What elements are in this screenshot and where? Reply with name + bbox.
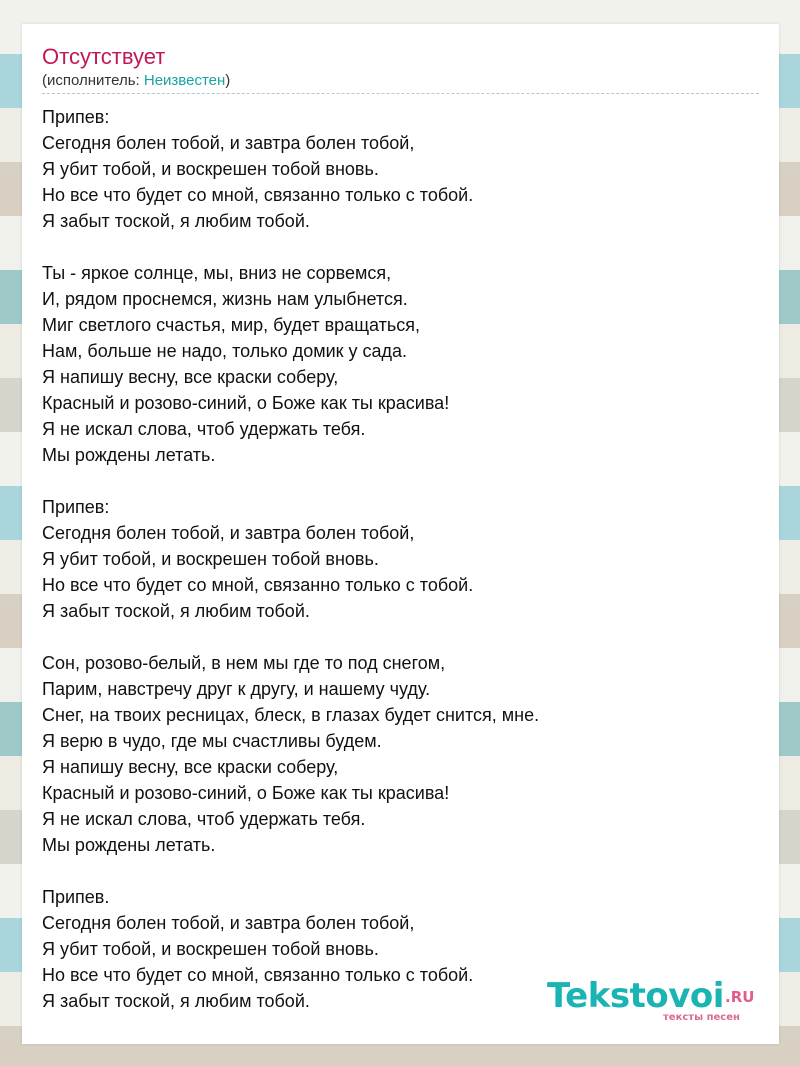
lyric-line: И, рядом проснемся, жизнь нам улыбнется. (42, 289, 408, 309)
lyrics-text (42, 104, 762, 1014)
lyric-line: Нам, больше не надо, только домик у сада. (42, 341, 408, 361)
lyric-line: Сегодня болен тобой, и завтра болен тобой, (42, 133, 415, 153)
artist-link[interactable]: Неизвестен (143, 72, 226, 89)
lyric-line: Я забыт тоской, я любим тобой. (42, 991, 310, 1011)
stanza-break (42, 624, 762, 650)
lyric-line: Я забыт тоской, я любим тобой. (42, 601, 310, 621)
artist-line (42, 72, 230, 90)
artist-suffix: ) (225, 72, 231, 89)
stanza-break (42, 468, 762, 494)
logo-tagline: тексты песен (663, 1012, 740, 1023)
artist-prefix: (исполнитель: (42, 72, 144, 89)
logo-name: Tekstovoi (547, 976, 724, 1016)
lyric-line: Красный и розово-синий, о Боже как ты красива! (42, 393, 450, 413)
lyric-line: Припев: (42, 497, 110, 517)
stanza-break (42, 234, 762, 260)
lyric-line: Мы рождены летать. (42, 835, 216, 855)
lyric-line: Сон, розово-белый, в нем мы где то под снегом, (42, 653, 446, 673)
header-divider (42, 93, 759, 94)
lyric-line: Я напишу весну, все краски соберу, (42, 757, 339, 777)
lyric-line: Но все что будет со мной, связанно только с тобой. (42, 965, 474, 985)
lyric-line: Я не искал слова, чтоб удержать тебя. (42, 809, 366, 829)
lyric-line: Я убит тобой, и воскрешен тобой вновь. (42, 159, 379, 179)
lyric-line: Сегодня болен тобой, и завтра болен тобой, (42, 913, 415, 933)
tekstovoi-logo[interactable] (547, 976, 777, 1028)
lyric-line: Припев: (42, 107, 110, 127)
lyric-line: Я забыт тоской, я любим тобой. (42, 211, 310, 231)
lyrics-card (22, 24, 779, 1044)
lyric-line: Миг светлого счастья, мир, будет вращаться, (42, 315, 420, 335)
lyric-line: Но все что будет со мной, связанно только с тобой. (42, 185, 474, 205)
lyric-line: Я верю в чудо, где мы счастливы будем. (42, 731, 382, 751)
lyric-line: Припев. (42, 887, 110, 907)
lyric-line: Парим, навстречу друг к другу, и нашему чуду. (42, 679, 431, 699)
lyric-line: Сегодня болен тобой, и завтра болен тобой, (42, 523, 415, 543)
stanza-break (42, 858, 762, 884)
lyric-line: Красный и розово-синий, о Боже как ты красива! (42, 783, 450, 803)
lyric-line: Снег, на твоих ресницах, блеск, в глазах будет снится, мне. (42, 705, 540, 725)
logo-tld: .RU (725, 988, 755, 1006)
song-title: Отсутствует (42, 44, 166, 69)
lyric-line: Но все что будет со мной, связанно только с тобой. (42, 575, 474, 595)
lyric-line: Я убит тобой, и воскрешен тобой вновь. (42, 939, 379, 959)
lyric-line: Я не искал слова, чтоб удержать тебя. (42, 419, 366, 439)
lyric-line: Мы рождены летать. (42, 445, 216, 465)
lyric-line: Я напишу весну, все краски соберу, (42, 367, 339, 387)
lyric-line: Ты - яркое солнце, мы, вниз не сорвемся, (42, 263, 392, 283)
lyric-line: Я убит тобой, и воскрешен тобой вновь. (42, 549, 379, 569)
